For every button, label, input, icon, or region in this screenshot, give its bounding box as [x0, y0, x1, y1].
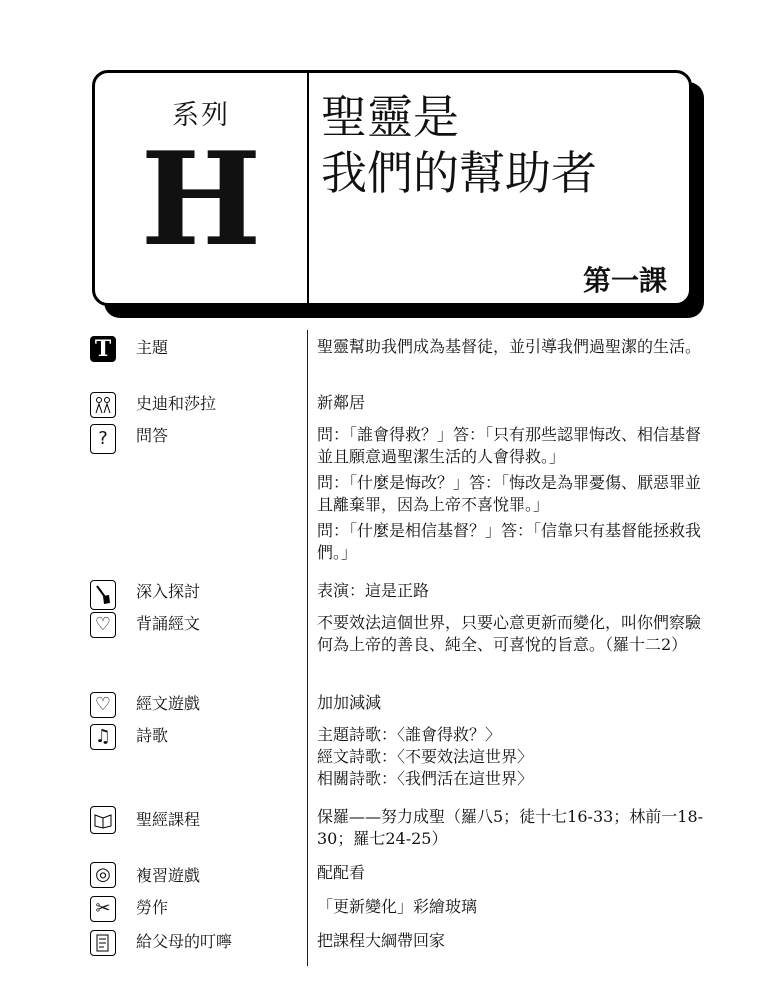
row-content: 保羅——努力成聖（羅八5；徒十七16-33；林前一18-30；羅七24-25） — [317, 807, 704, 848]
page-title — [321, 89, 597, 201]
qa-item: 問：「什麼是相信基督？」答：「信靠只有基督能拯救我們。」 — [317, 521, 702, 562]
title-line-2: 我們的幫助者 — [321, 146, 597, 200]
row-label: 詩歌 — [136, 726, 169, 745]
shovel-icon — [90, 580, 116, 610]
lesson-number: 第一課 — [582, 264, 667, 297]
song-item: 經文詩歌：〈不要效法這世界〉 — [317, 747, 534, 766]
row-label: 給父母的叮嚀 — [136, 932, 233, 951]
column-divider — [307, 330, 308, 966]
music-note-icon: ♫ — [90, 724, 116, 750]
row-content: 配配看 — [317, 863, 366, 882]
heart-icon: ♡ — [90, 692, 116, 718]
row-content — [317, 424, 709, 568]
qa-item: 問：「誰會得救？」答：「只有那些認罪悔改、相信基督並且願意過聖潔生活的人會得救。」 — [317, 425, 702, 466]
row-label: 主題 — [136, 338, 169, 357]
header-card — [92, 70, 692, 306]
row-content: 「更新變化」彩繪玻璃 — [317, 897, 478, 916]
song-item: 相關詩歌：〈我們活在這世界〉 — [317, 769, 534, 788]
row-label: 背誦經文 — [136, 614, 201, 633]
row-label: 勞作 — [136, 898, 169, 917]
row-label: 聖經課程 — [136, 810, 201, 829]
row-content: 加加減減 — [317, 693, 382, 712]
qa-item: 問：「什麼是悔改？」答：「悔改是為罪憂傷、厭惡罪並且離棄罪，因為上帝不喜悅罪。」 — [317, 473, 702, 514]
open-book-icon — [90, 806, 116, 834]
row-content: 聖靈幫助我們成為基督徒，並引導我們過聖潔的生活。 — [317, 337, 702, 356]
series-letter: H — [140, 125, 262, 275]
row-content: 新鄰居 — [317, 393, 366, 412]
row-content: 把課程大綱帶回家 — [317, 931, 446, 950]
card-divider — [307, 73, 309, 303]
row-content: 不要效法這個世界，只要心意更新而變化，叫你們察驗何為上帝的善良、純全、可喜悅的旨意。（羅十二2） — [317, 613, 702, 654]
target-icon: ◎ — [90, 862, 116, 888]
row-content: 表演：這是正路 — [317, 581, 430, 600]
row-label: 經文遊戲 — [136, 694, 201, 713]
row-label: 深入探討 — [136, 582, 201, 601]
row-label: 史迪和莎拉 — [136, 394, 217, 413]
row-content — [317, 724, 709, 790]
song-item: 主題詩歌：〈誰會得救？〉 — [317, 725, 502, 744]
series-label: 系列 — [172, 100, 230, 131]
scissors-icon: ✂ — [90, 896, 116, 922]
t-icon: T — [90, 336, 116, 362]
question-icon: ? — [90, 424, 116, 454]
children-icon — [90, 392, 116, 418]
note-icon — [90, 930, 116, 956]
row-label: 問答 — [136, 426, 169, 445]
heart-icon: ♡ — [90, 612, 116, 638]
title-line-1: 聖靈是 — [321, 90, 459, 144]
row-label: 複習遊戲 — [136, 866, 201, 885]
